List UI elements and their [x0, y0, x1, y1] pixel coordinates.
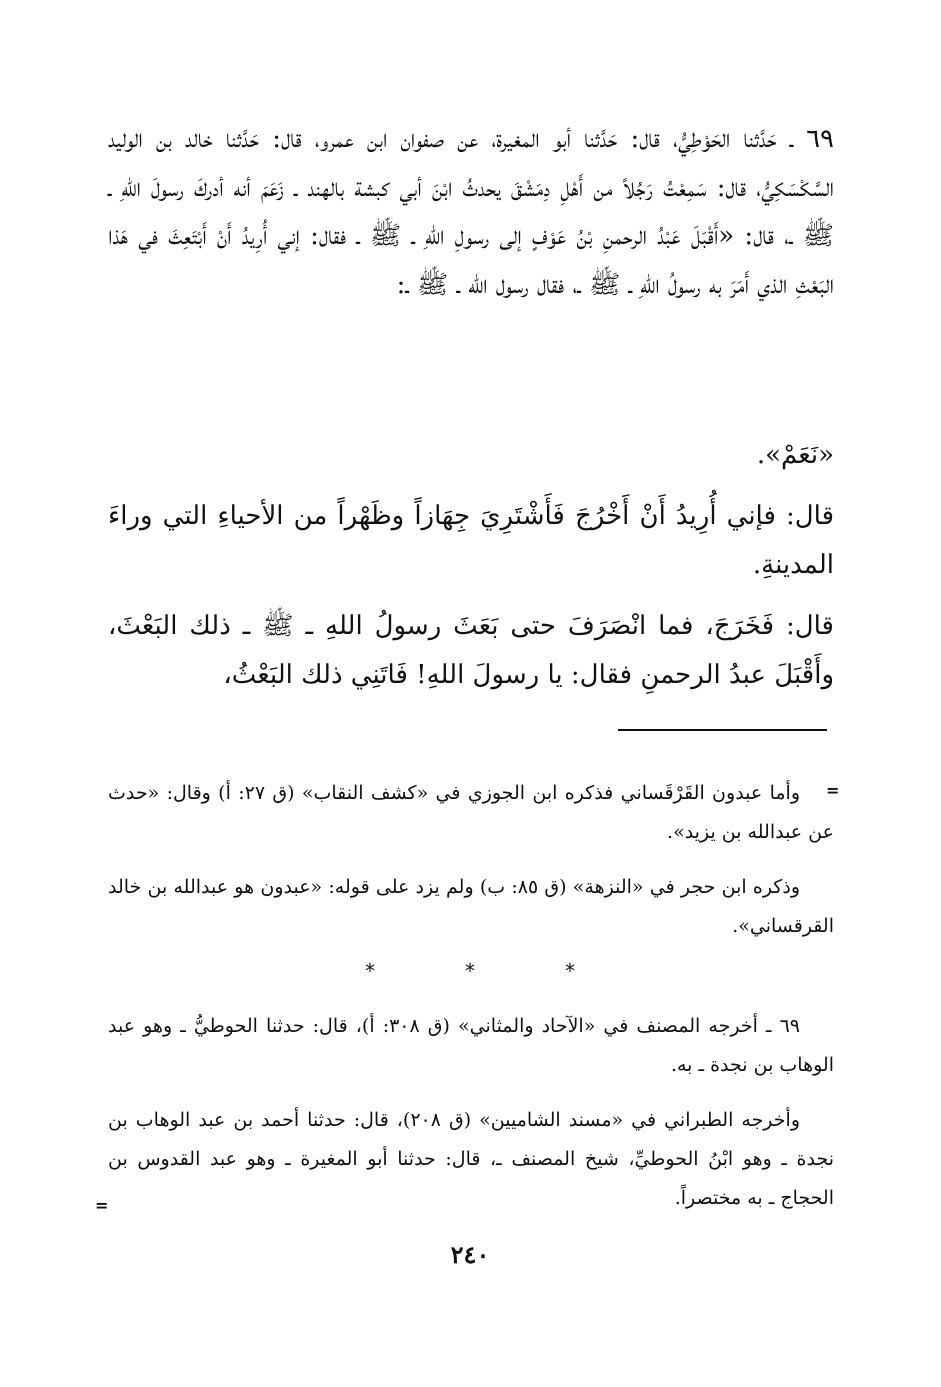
footnote-paragraph-4: وأخرجه الطبراني في «مسند الشاميين» (ق ٢٠٨)، قال: حدثنا أحمد بن عبد الوهاب بن نجدة ـ وهو ابْنُ الحوطيِّ، شيخ المصنف ـ، قال: حدثنا أبو المغيرة ـ وهو عبد القدوس بن الحجاج ـ به مختصراً.	[108, 1109, 834, 1209]
separator-star: *	[365, 959, 375, 983]
continuation-mark-top: =	[826, 781, 840, 800]
section-separator	[360, 956, 580, 986]
response-paragraph: «نَعَمْ».	[756, 440, 834, 470]
footnote-divider	[618, 729, 827, 731]
separator-star: *	[465, 959, 475, 983]
hadith-paragraph-69: ٦٩ ـ حَدَّثنا الحَوْطِيُّ، قال: حَدَّثنا أبو المغيرة، عن صفوان ابن عمرو، قال: حَدَّثنا خالد بن الوليد السَّكْسَكِيُّ، قال: سَمِعْتُ رَجُلاً من أَهْلِ دِمَشْقَ يحدثُ ابْنَ أبي كبشة بالهند ـ زَعَمَ أنه أدركَ رسولَ اللهِ ـ ﷺ ـ، قال: «أَقْبَلَ عَبْدُ الرحمنِ بْنُ عَوْفٍ إلى رسولِ اللهِ ـ ﷺ ـ فقال: إني أُرِيدُ أَنْ أَبْتَعِثَ في هَذا البَعْثِ الذي أَمَرَ به رسولُ اللهِ ـ ﷺ ـ، فقال رسول الله ـ ﷺ ـ:	[108, 124, 834, 300]
separator-star: *	[565, 959, 575, 983]
narration-paragraph-2: قال: فَخَرَجَ، فما انْصَرَفَ حتى بَعَثَ رسولُ اللهِ ـ ﷺ ـ ذلك البَعْثَ، وأَقْبَلَ عبدُ الرحمنِ فقال: يا رسولَ اللهِ! فَاتَنِي ذلك البَعْثُ،	[108, 611, 834, 690]
footnote-paragraph-2: وذكره ابن حجر في «النزهة» (ق ٨٥: ب) ولم يزد على قوله: «عبدون هو عبدالله بن خالد القرقساني».	[108, 876, 834, 937]
footnote-paragraph-3: ٦٩ ـ أخرجه المصنف في «الآحاد والمثاني» (ق ٣٠٨: أ)، قال: حدثنا الحوطيُّ ـ وهو عبد الوهاب بن نجدة ـ به.	[108, 1015, 834, 1076]
page-number: ٢٤٠	[450, 1240, 490, 1269]
continuation-mark-bottom: =	[95, 1196, 109, 1215]
footnote-paragraph-1: وأما عبدون القَرْقَساني فذكره ابن الجوزي في «كشف النقاب» (ق ٢٧: أ) وقال: «حدث عن عبدالله بن يزيد».	[108, 782, 834, 843]
narration-paragraph-1: قال: فإني أُرِيدُ أَنْ أَخْرُجَ فَأَشْتَرِيَ جِهَازاً وظَهْراً من الأحياءِ التي وراءَ المدينةِ.	[108, 501, 834, 580]
